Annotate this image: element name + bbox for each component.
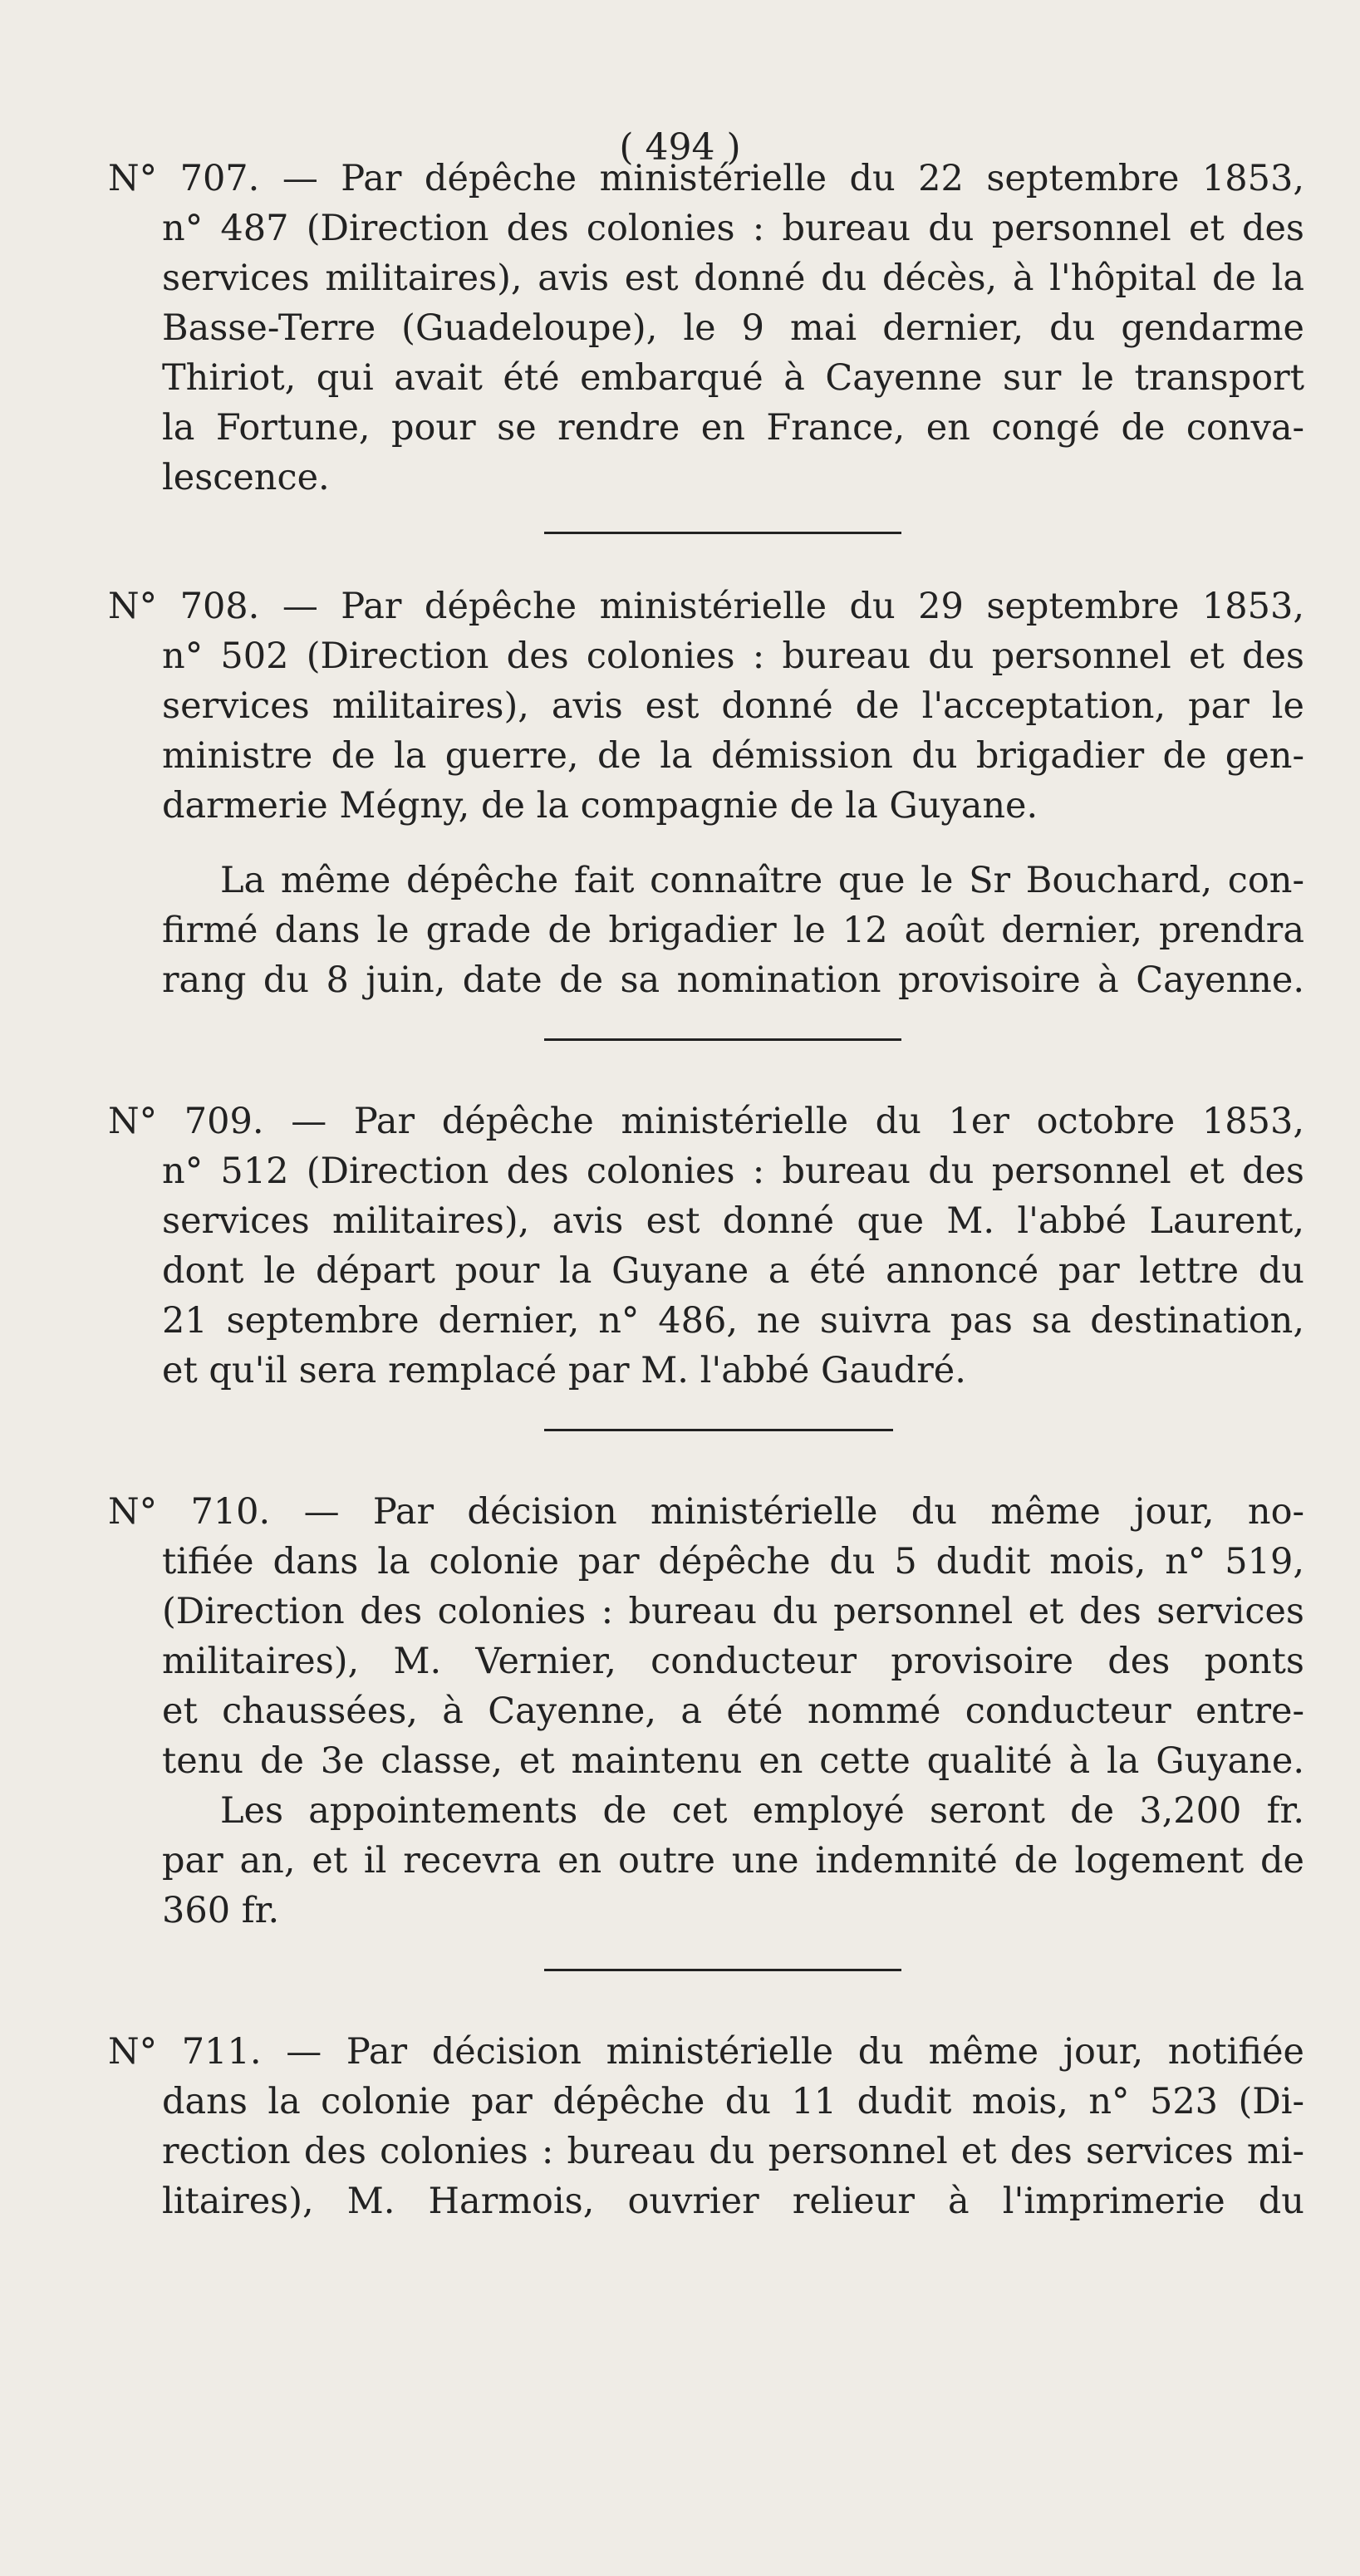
entry-710-line-8: par an, et il recevra en outre une indemnité de logement de: [162, 1840, 1304, 1882]
entry-708-line-1: [108, 581, 1304, 631]
page-number: ( 494 ): [619, 126, 741, 169]
separator-rule: [544, 532, 901, 534]
entry-710-line-3: (Direction des colonies : bureau du personnel et des services: [162, 1591, 1304, 1632]
entry-707-line-6: la Fortune, pour se rendre en France, en congé de conva-: [162, 407, 1304, 449]
entry-707-line-5: Thiriot, qui avait été embarqué à Cayenne sur le transport: [162, 357, 1304, 399]
text-line: — Par dépêche ministérielle du 1er octobre 1853,: [291, 1101, 1304, 1142]
entry-707-line-3: services militaires), avis est donné du décès, à l'hôpital de la: [162, 258, 1304, 299]
entry-707-line-2: n° 487 (Direction des colonies : bureau du personnel et des: [162, 208, 1304, 249]
entry-710-line-4: militaires), M. Vernier, conducteur provisoire des ponts: [162, 1641, 1304, 1682]
entry-709-line-2: n° 512 (Direction des colonies : bureau du personnel et des: [162, 1151, 1304, 1192]
entry-710-line-9: 360 fr.: [162, 1890, 280, 1931]
entry-711-line-3: rection des colonies : bureau du personnel et des services mi-: [162, 2131, 1304, 2172]
entry-708-line-2: n° 502 (Direction des colonies : bureau du personnel et des: [162, 635, 1304, 677]
entry-711-line-4: litaires), M. Harmois, ouvrier relieur à l'imprimerie du: [162, 2181, 1304, 2222]
entry-709-line-1: [108, 1097, 1304, 1146]
separator-rule: [544, 1429, 893, 1431]
entry-709-line-5: 21 septembre dernier, n° 486, ne suivra pas sa destination,: [162, 1300, 1304, 1342]
entry-707-line-7: lescence.: [162, 457, 330, 498]
entry-711-line-1: [108, 2027, 1304, 2077]
entry-709-line-4: dont le départ pour la Guyane a été annoncé par lettre du: [162, 1250, 1304, 1292]
entry-709-line-3: services militaires), avis est donné que M. l'abbé Laurent,: [162, 1200, 1304, 1242]
entry-707-line-1: [108, 154, 1304, 204]
entry-number: N° 710.: [108, 1491, 271, 1533]
entry-707-line-4: Basse-Terre (Guadeloupe), le 9 mai dernier, du gendarme: [162, 307, 1304, 349]
entry-708-line-4: ministre de la guerre, de la démission du brigadier de gen-: [162, 735, 1304, 777]
text-line: — Par dépêche ministérielle du 29 septembre 1853,: [282, 586, 1304, 627]
entry-710-line-1: [108, 1487, 1304, 1537]
entry-710-line-7: Les appointements de cet employé seront de 3,200 fr.: [220, 1790, 1304, 1832]
entry-number: N° 709.: [108, 1101, 264, 1142]
entry-708-line-7: firmé dans le grade de brigadier le 12 août dernier, prendra: [162, 910, 1304, 951]
entry-708-line-6: La même dépêche fait connaître que le Sr Bouchard, con-: [220, 860, 1304, 901]
entry-709-line-6: et qu'il sera remplacé par M. l'abbé Gaudré.: [162, 1350, 966, 1391]
entry-708-line-3: services militaires), avis est donné de l'acceptation, par le: [162, 685, 1304, 727]
text-line: — Par décision ministérielle du même jour, no-: [303, 1491, 1304, 1533]
entry-710-line-6: tenu de 3e classe, et maintenu en cette qualité à la Guyane.: [162, 1740, 1304, 1782]
separator-rule: [544, 1969, 901, 1971]
text-line: — Par décision ministérielle du même jour, notifiée: [286, 2031, 1304, 2073]
entry-708-line-5: darmerie Mégny, de la compagnie de la Guyane.: [162, 785, 1038, 827]
entry-708-line-8: rang du 8 juin, date de sa nomination provisoire à Cayenne.: [162, 959, 1304, 1001]
entry-710-line-2: tifiée dans la colonie par dépêche du 5 dudit mois, n° 519,: [162, 1541, 1304, 1582]
separator-rule: [544, 1038, 901, 1041]
entry-710-line-5: et chaussées, à Cayenne, a été nommé conducteur entre-: [162, 1690, 1304, 1732]
entry-number: N° 711.: [108, 2031, 262, 2073]
entry-number: N° 707.: [108, 158, 260, 199]
entry-711-line-2: dans la colonie par dépêche du 11 dudit mois, n° 523 (Di-: [162, 2081, 1304, 2122]
text-line: — Par dépêche ministérielle du 22 septembre 1853,: [282, 158, 1304, 199]
entry-number: N° 708.: [108, 586, 260, 627]
